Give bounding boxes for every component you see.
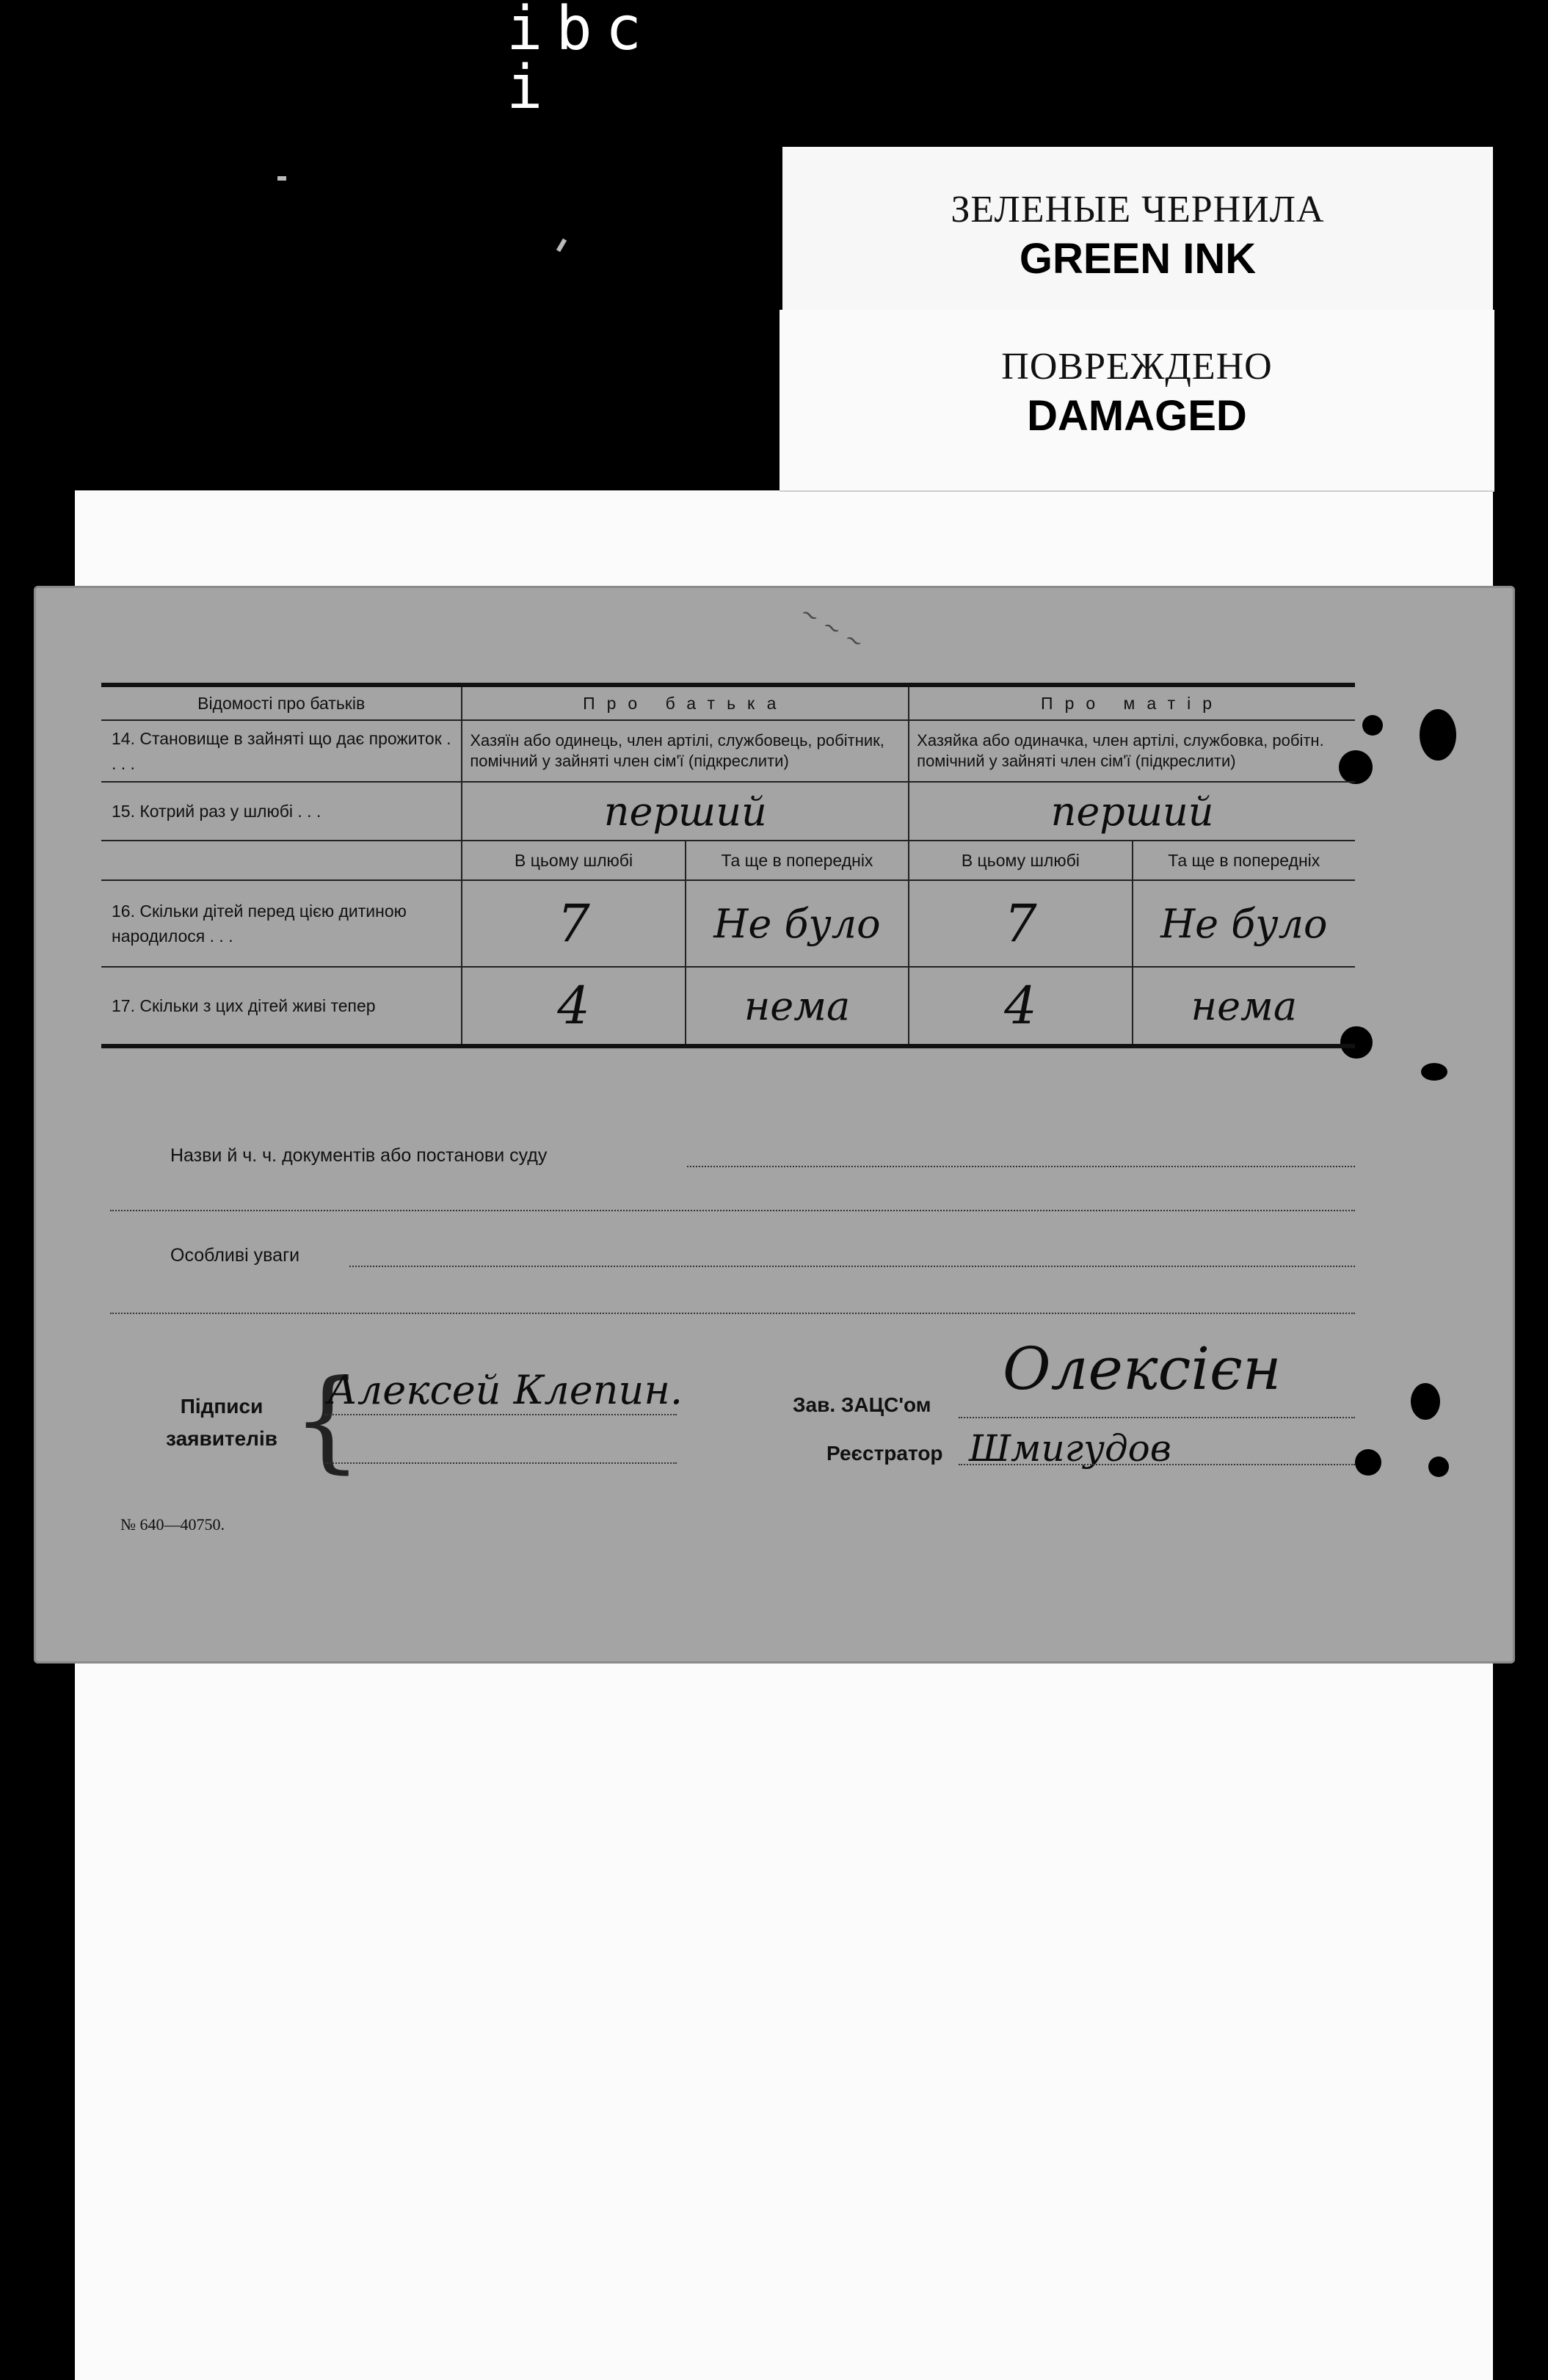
q17-father-this: 4 — [462, 967, 685, 1046]
punch-hole — [1362, 715, 1383, 736]
remarks-label: Особливі уваги — [170, 1245, 300, 1266]
q17-mother-this: 4 — [909, 967, 1132, 1046]
applicants-signature-label — [148, 1390, 295, 1455]
col-header-info: Відомості про батьків — [101, 685, 462, 720]
registrar-signature: Шмигудов — [969, 1427, 1171, 1470]
q16-mother-this: 7 — [909, 880, 1132, 967]
punch-hole — [1355, 1449, 1381, 1476]
registrar-label: Реєстратор — [826, 1442, 943, 1465]
parents-info-table — [101, 683, 1355, 1048]
q15-father-answer: перший — [462, 782, 909, 841]
damaged-label — [780, 310, 1494, 490]
applicants-label-line2: заявителів — [166, 1427, 277, 1450]
remarks-line-2 — [110, 1313, 1355, 1314]
remarks-line — [349, 1266, 1355, 1267]
punch-hole — [1421, 1063, 1447, 1081]
father-this-marriage-header: В цьому шлюбі — [462, 841, 685, 880]
q16-label: 16. Скільки дітей перед цією дитиною народилося . . . — [101, 880, 462, 967]
registration-card — [34, 586, 1515, 1664]
q14-father-options: Хазяїн або одинець, член артілі, службовець, робітник, помічний у зайняті член сім'ї (підкреслити) — [462, 720, 909, 782]
documents-line — [687, 1166, 1355, 1167]
punch-hole — [1420, 709, 1456, 761]
q14-label: 14. Становище в зайняті що дає прожиток . . . . — [101, 720, 462, 782]
documents-line-2 — [110, 1210, 1355, 1211]
applicant-signature-line — [324, 1414, 677, 1415]
q15-mother-answer: перший — [909, 782, 1355, 841]
mother-this-marriage-header: В цьому шлюбі — [909, 841, 1132, 880]
head-signature-line — [959, 1417, 1355, 1418]
damaged-label-ru: ПОВРЕЖДЕНО — [1001, 346, 1273, 388]
col-header-mother: Про матір — [909, 685, 1355, 720]
q16-father-this: 7 — [462, 880, 685, 967]
mother-previous-header: Та ще в попередніх — [1133, 841, 1355, 880]
registrar-signature-line — [959, 1464, 1355, 1465]
punch-hole — [1428, 1456, 1449, 1477]
q16-father-prev: Не було — [686, 880, 909, 967]
green-ink-label — [782, 147, 1493, 320]
applicants-brace: { — [292, 1357, 363, 1484]
q17-father-prev: нема — [686, 967, 909, 1046]
green-ink-label-en: GREEN INK — [1019, 235, 1257, 283]
green-ink-label-ru: ЗЕЛЕНЫЕ ЧЕРНИЛА — [951, 189, 1325, 231]
q16-mother-prev: Не було — [1133, 880, 1355, 967]
film-dust-mark — [556, 239, 567, 253]
faded-stamp: ~ ~ ~ — [795, 599, 868, 657]
applicants-label-line1: Підписи — [180, 1395, 264, 1418]
subheader-blank — [101, 841, 462, 880]
punch-hole — [1411, 1383, 1440, 1420]
applicant-signature-line-2 — [324, 1462, 677, 1464]
q14-mother-options: Хазяйка або одиначка, член артілі, службовка, робітн. помічний у зайняті член сім'ї (підкреслити) — [909, 720, 1355, 782]
q15-label: 15. Котрий раз у шлюбі . . . — [101, 782, 462, 841]
damaged-label-en: DAMAGED — [1027, 392, 1247, 440]
father-previous-header: Та ще в попередніх — [686, 841, 909, 880]
form-number: № 640—40750. — [120, 1515, 225, 1534]
film-dust-mark — [277, 176, 286, 181]
applicant-signature: Алексей Клепин. — [327, 1367, 683, 1413]
q17-mother-prev: нема — [1133, 967, 1355, 1046]
q17-label: 17. Скільки з цих дітей живі тепер — [101, 967, 462, 1046]
film-frame-id: ibc i — [506, 0, 655, 123]
head-label: Зав. ЗАЦС'ом — [793, 1393, 931, 1416]
col-header-father: Про батька — [462, 685, 909, 720]
head-signature: Олексієн — [1003, 1335, 1282, 1403]
documents-label: Назви й ч. ч. документів або постанови суду — [170, 1145, 548, 1166]
